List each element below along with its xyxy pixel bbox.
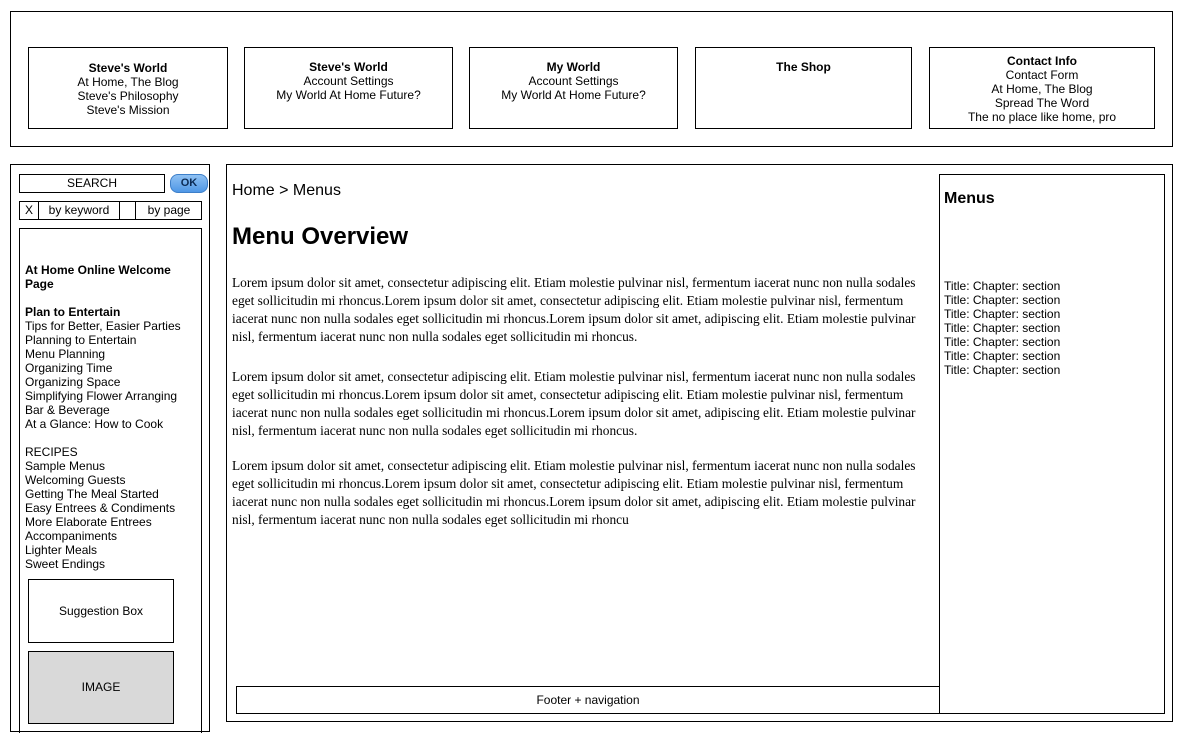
nav-link[interactable]: Spread The Word xyxy=(994,96,1090,110)
nav-title[interactable]: The Shop xyxy=(776,60,831,74)
nav-link[interactable]: Steve's Mission xyxy=(86,103,170,117)
section-link[interactable]: Title: Chapter: section xyxy=(944,335,1061,349)
sidebar-item[interactable]: At a Glance: How to Cook xyxy=(25,417,164,431)
section-link[interactable]: Title: Chapter: section xyxy=(944,321,1061,335)
body-paragraph: Lorem ipsum dolor sit amet, consectetur adipiscing elit. Etiam molestie pulvinar nisl, fermentum iacerat nunc non nulla sodales eget sollicitudin mi rhoncus.Lorem ipsum dolor sit amet, consectetur adipiscing elit. Etiam molestie pulvinar nisl, fermentum iacerat nunc non nulla sodales eget sollicitudin mi rhoncus.Lorem ipsum dolor sit amet, adipiscing elit. Etiam molestie pulvinar nisl, fermentum iacerat nunc non nulla sodales eget sollicitudin mi rhoncus. xyxy=(232,275,916,344)
left-sidebar xyxy=(10,164,210,732)
section-link[interactable]: Title: Chapter: section xyxy=(944,349,1061,363)
right-column-title: Menus xyxy=(944,190,995,207)
sidebar-item[interactable]: More Elaborate Entrees xyxy=(25,515,152,529)
breadcrumb[interactable]: Home > Menus xyxy=(232,182,341,199)
sidebar-item[interactable]: Welcoming Guests xyxy=(25,473,126,487)
recipes-group xyxy=(25,445,175,571)
sidebar-item[interactable]: Lighter Meals xyxy=(25,543,98,557)
nav-title[interactable]: My World xyxy=(546,60,601,74)
recipes-heading[interactable]: RECIPES xyxy=(25,445,78,459)
search-filter-row xyxy=(19,201,202,220)
page-title: Menu Overview xyxy=(232,223,409,250)
nav-title[interactable]: Contact Info xyxy=(1007,54,1077,68)
sidebar-item[interactable]: Sweet Endings xyxy=(25,557,106,571)
body-paragraph: Lorem ipsum dolor sit amet, consectetur adipiscing elit. Etiam molestie pulvinar nisl, fermentum iacerat nunc non nulla sodales eget sollicitudin mi rhoncus.Lorem ipsum dolor sit amet, consectetur adipiscing elit. Etiam molestie pulvinar nisl, fermentum iacerat nunc non nulla sodales eget sollicitudin mi rhoncus.Lorem ipsum dolor sit amet, adipiscing elit. Etiam molestie pulvinar nisl, fermentum iacerat nunc non nulla sodales eget sollicitudin mi rhoncu xyxy=(232,458,916,527)
image-placeholder: IMAGE xyxy=(28,651,174,724)
nav-link[interactable]: My World At Home Future? xyxy=(276,88,421,102)
filter-by-page[interactable]: by page xyxy=(147,203,191,217)
nav-title[interactable]: Steve's World xyxy=(88,61,168,75)
nav-link[interactable]: Account Settings xyxy=(528,74,619,88)
section-link[interactable]: Title: Chapter: section xyxy=(944,279,1061,293)
site-header xyxy=(10,11,1173,147)
nav-link[interactable]: At Home, The Blog xyxy=(77,75,179,89)
search-input[interactable]: SEARCH xyxy=(19,174,165,193)
nav-link[interactable]: Account Settings xyxy=(303,74,394,88)
filter-checkbox[interactable] xyxy=(120,202,136,219)
nav-box-my-world[interactable] xyxy=(469,47,678,129)
sidebar-item[interactable]: Organizing Time xyxy=(25,361,113,375)
sidebar-item[interactable]: Bar & Beverage xyxy=(25,403,110,417)
nav-link[interactable]: The no place like home, pro xyxy=(967,110,1117,124)
nav-link[interactable]: Contact Form xyxy=(1005,68,1079,82)
sidebar-item[interactable]: Sample Menus xyxy=(25,459,106,473)
sidebar-item[interactable]: Planning to Entertain xyxy=(25,333,137,347)
section-link[interactable]: Title: Chapter: section xyxy=(944,293,1061,307)
suggestion-box[interactable]: Suggestion Box xyxy=(28,579,174,643)
right-column xyxy=(939,174,1165,714)
section-link[interactable]: Title: Chapter: section xyxy=(944,307,1061,321)
sidebar-item[interactable]: Getting The Meal Started xyxy=(25,487,159,501)
nav-link[interactable]: At Home, The Blog xyxy=(991,82,1093,96)
clear-filter-button[interactable]: X xyxy=(20,202,39,219)
plan-group xyxy=(25,305,181,431)
nav-link[interactable]: My World At Home Future? xyxy=(501,88,646,102)
nav-box-contact[interactable] xyxy=(929,47,1155,129)
main-content xyxy=(226,164,1173,722)
section-list xyxy=(944,279,1060,377)
body-paragraph: Lorem ipsum dolor sit amet, consectetur adipiscing elit. Etiam molestie pulvinar nisl, fermentum iacerat nunc non nulla sodales eget sollicitudin mi rhoncus.Lorem ipsum dolor sit amet, consectetur adipiscing elit. Etiam molestie pulvinar nisl, fermentum iacerat nunc non nulla sodales eget sollicitudin mi rhoncus.Lorem ipsum dolor sit amet, adipiscing elit. Etiam molestie pulvinar nisl, fermentum iacerat nunc non nulla sodales eget sollicitudin mi rhoncus. xyxy=(232,369,916,438)
section-link[interactable]: Title: Chapter: section xyxy=(944,363,1061,377)
sidebar-nav xyxy=(19,228,202,733)
plan-heading[interactable]: Plan to Entertain xyxy=(25,305,121,319)
sidebar-item[interactable]: Organizing Space xyxy=(25,375,121,389)
filter-by-keyword[interactable]: by keyword xyxy=(39,202,120,219)
sidebar-item[interactable]: Menu Planning xyxy=(25,347,106,361)
nav-link[interactable]: Steve's Philosophy xyxy=(77,89,179,103)
sidebar-item-welcome[interactable]: At Home Online Welcome Page xyxy=(25,263,171,291)
sidebar-item[interactable]: Easy Entrees & Condiments xyxy=(25,501,176,515)
sidebar-item[interactable]: Simplifying Flower Arranging xyxy=(25,389,178,403)
nav-title[interactable]: Steve's World xyxy=(309,60,388,74)
sidebar-item[interactable]: Accompaniments xyxy=(25,529,118,543)
nav-box-steves-world[interactable] xyxy=(28,47,228,129)
ok-button[interactable]: OK xyxy=(170,174,208,193)
nav-box-account[interactable] xyxy=(244,47,453,129)
sidebar-item[interactable]: Tips for Better, Easier Parties xyxy=(25,319,181,333)
nav-box-shop[interactable] xyxy=(695,47,912,129)
footer-navigation[interactable]: Footer + navigation xyxy=(236,686,940,714)
